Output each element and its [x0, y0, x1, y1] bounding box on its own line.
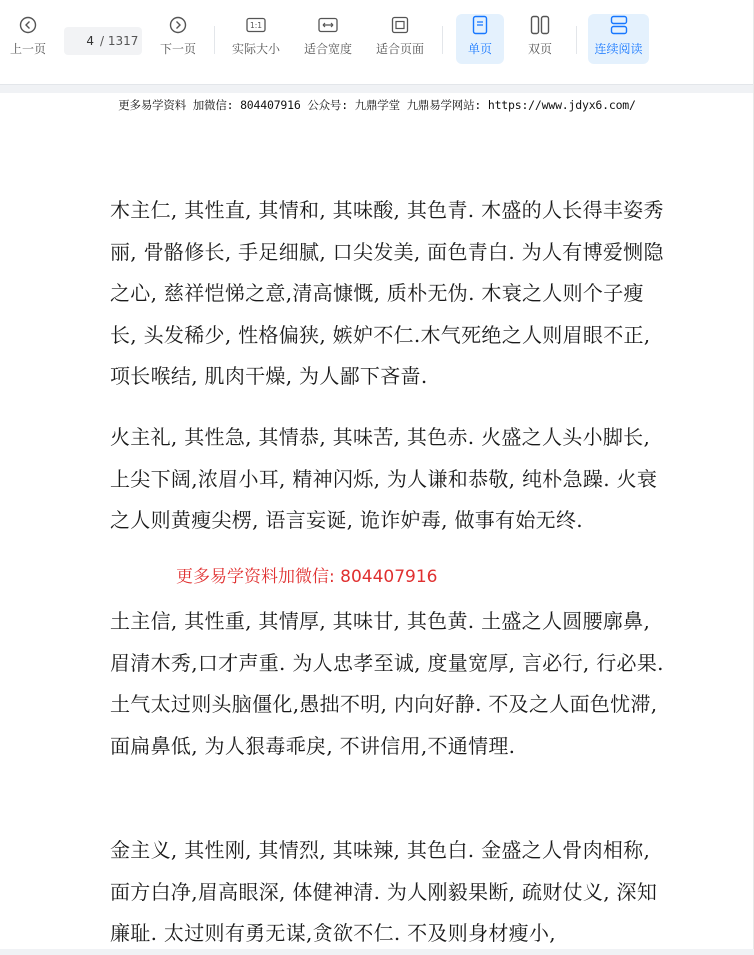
toolbar-divider: [214, 26, 215, 54]
paragraph-wood: 木主仁, 其性直, 其情和, 其味酸, 其色青. 木盛的人长得丰姿秀丽, 骨骼修长, 手足细腻, 口尖发美, 面色青白. 为人有博爱恻隐之心, 慈祥恺悌之意,清高慷慨, 质朴无伪. 木衰之人则个子瘦长, 头发稀少, 性格偏狭, 嫉妒不仁.木气死绝之人则眉眼不正, 项长喉结, 肌肉干燥, 为人鄙下吝啬.: [110, 198, 664, 388]
actual-size-label: 实际大小: [231, 42, 280, 56]
next-page-label: 下一页: [159, 42, 196, 56]
next-page-button[interactable]: [156, 14, 200, 66]
chevron-right-circle-icon: [169, 14, 187, 36]
prev-page-label: 上一页: [9, 42, 46, 56]
page-number-box[interactable]: [64, 27, 142, 55]
single-page-icon: [472, 14, 488, 36]
current-page-input[interactable]: 4: [86, 34, 94, 48]
double-page-icon: [530, 14, 550, 36]
toolbar-divider: [442, 26, 443, 54]
page-header-text: 更多易学资料 加微信: 804407916 公众号: 九鼎学堂 九鼎易学网站: https://www.jdyx6.com/: [118, 98, 636, 112]
fit-width-button[interactable]: [300, 14, 356, 66]
continuous-reading-icon: [610, 14, 628, 36]
fit-width-icon: [318, 14, 338, 36]
svg-text:1:1: 1:1: [249, 21, 263, 30]
actual-size-icon: [246, 14, 266, 36]
paragraph-earth: 土主信, 其性重, 其情厚, 其味甘, 其色黄. 土盛之人圆腰廓鼻, 眉清木秀,口才声重. 为人忠孝至诚, 度量宽厚, 言必行, 行必果. 土气太过则头脑僵化,愚拙不明, 内向好静. 不及之人面色忧滞, 面扁鼻低, 为人狠毒乖戾, 不讲信用,不通情理.: [110, 609, 664, 758]
paragraph-metal: 金主义, 其性刚, 其情烈, 其味辣, 其色白. 金盛之人骨肉相称, 面方白净,眉高眼深, 体健神清. 为人刚毅果断, 疏财仗义, 深知廉耻. 太过则有勇无谋,贪欲不仁. 不及则身材瘦小,: [110, 838, 658, 945]
continuous-reading-label: 连续阅读: [594, 42, 643, 56]
toolbar-divider: [576, 26, 577, 54]
single-page-label: 单页: [467, 42, 492, 56]
chevron-left-circle-icon: [19, 14, 37, 36]
fit-page-icon: [391, 14, 409, 36]
fit-page-label: 适合页面: [375, 42, 424, 56]
viewer-toolbar: [0, 0, 754, 85]
document-page: [0, 93, 754, 949]
actual-size-button[interactable]: [228, 14, 284, 66]
total-pages: / 1317: [100, 34, 139, 48]
paragraph-fire: 火主礼, 其性急, 其情恭, 其味苦, 其色赤. 火盛之人头小脚长, 上尖下阔,浓眉小耳, 精神闪烁, 为人谦和恭敬, 纯朴急躁. 火衰之人则黄瘦尖楞, 语言妄诞, 诡诈妒毒, 做事有始无终.: [110, 425, 658, 532]
continuous-reading-button[interactable]: [588, 14, 649, 64]
double-page-button[interactable]: [516, 14, 564, 66]
prev-page-button[interactable]: [6, 14, 50, 66]
watermark-text: 更多易学资料加微信: 804407916: [176, 567, 438, 587]
single-page-button[interactable]: [456, 14, 504, 64]
fit-width-label: 适合宽度: [303, 42, 352, 56]
fit-page-button[interactable]: [372, 14, 428, 66]
double-page-label: 双页: [527, 42, 552, 56]
